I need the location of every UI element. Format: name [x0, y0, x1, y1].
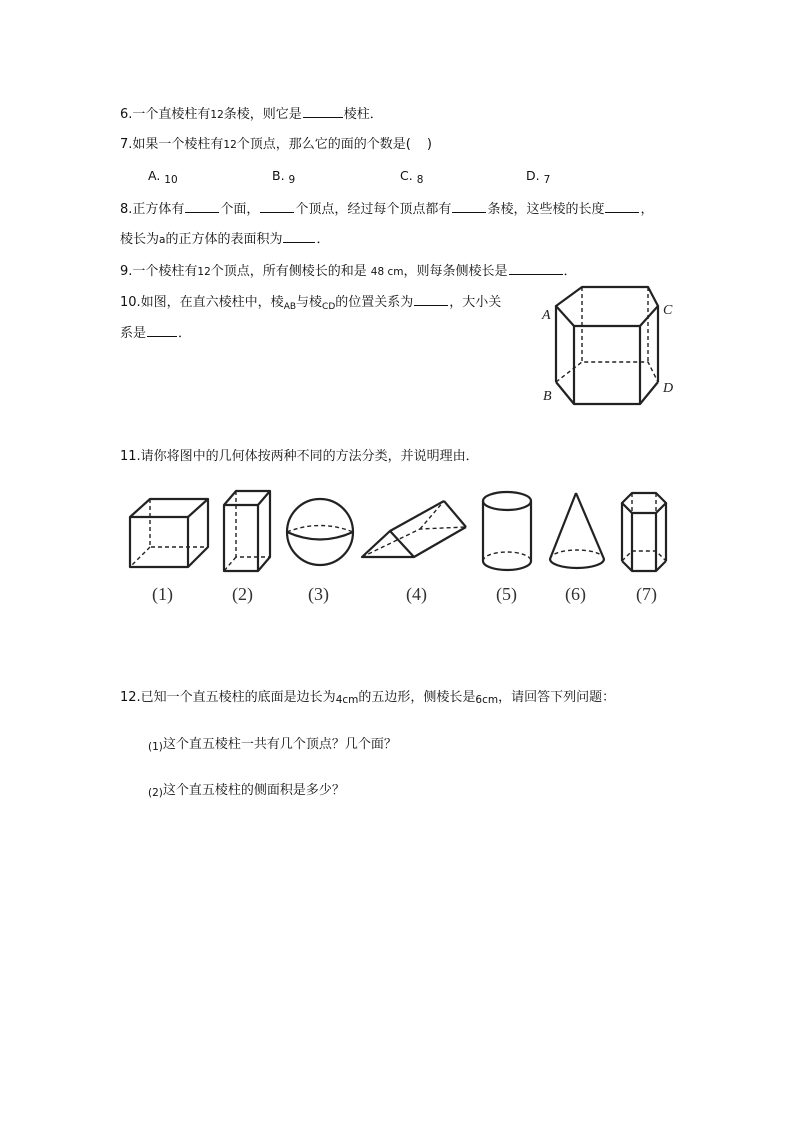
- q7-middle: 个顶点，那么它的面的个数是: [236, 137, 406, 152]
- option-value: 9: [288, 174, 296, 186]
- q8-text: ．: [316, 232, 330, 247]
- q7-paren-open: (: [405, 137, 411, 152]
- q12-lateral-length: 6cm: [475, 694, 499, 706]
- figure-label-2: (2): [232, 584, 253, 604]
- question-12-sub-2: [148, 782, 345, 800]
- q9-length-sum: 48 cm: [370, 266, 404, 278]
- q8-blank-vertices[interactable]: [260, 199, 294, 213]
- question-12: [120, 689, 615, 707]
- q7-option-c[interactable]: [400, 168, 424, 186]
- q12-text: ，请回答下列问题：: [498, 690, 616, 705]
- question-9: [120, 261, 577, 281]
- question-10: [120, 292, 501, 316]
- figure-label-6: (6): [565, 584, 586, 604]
- question-12-sub-1: [148, 736, 397, 754]
- q9-text: ．: [563, 264, 577, 279]
- q8-text: 个顶点，经过每个顶点都有: [295, 202, 452, 217]
- q6-answer-blank[interactable]: [303, 104, 343, 118]
- q10-text: 的位置关系为: [335, 295, 414, 310]
- question-7: [120, 136, 432, 154]
- solids-figure: [120, 485, 680, 610]
- rectangular-prism-shape: [224, 491, 270, 571]
- q7-prefix: 7.如果一个棱柱有: [120, 137, 224, 152]
- q9-text: 9.一个棱柱有: [120, 264, 198, 279]
- option-value: 10: [164, 174, 178, 186]
- q10-text: 与棱: [296, 295, 323, 310]
- q10-text: 10.如图，在直六棱柱中，棱: [120, 295, 284, 310]
- q12-sub2-text: 这个直五棱柱的侧面积是多少？: [162, 783, 345, 798]
- vertex-label-a: A: [542, 308, 551, 323]
- q8-text: 的正方体的表面积为: [165, 232, 283, 247]
- q10-edge-ab: AB: [283, 302, 297, 312]
- q12-sub2-number: (2): [148, 787, 163, 799]
- sphere-shape: [287, 499, 353, 565]
- option-label: C.: [400, 168, 413, 183]
- question-11: [120, 448, 479, 466]
- q6-suffix: 棱柱．: [343, 107, 383, 122]
- option-label: D.: [526, 168, 540, 183]
- figure-label-3: (3): [308, 584, 329, 604]
- question-8-line-2: [120, 229, 329, 249]
- q8-variable-a: a: [159, 234, 166, 246]
- q8-text: 8.正方体有: [120, 202, 185, 217]
- q7-vertex-count: 12: [223, 139, 237, 151]
- q10-blank-position[interactable]: [414, 292, 448, 306]
- q10-text: 系是: [120, 326, 147, 341]
- figure-label-5: (5): [496, 584, 517, 604]
- question-8: [120, 199, 653, 219]
- option-value: 7: [543, 174, 551, 186]
- q12-side-length: 4cm: [335, 694, 359, 706]
- q8-blank-edges[interactable]: [452, 199, 486, 213]
- q9-text: ，则每条侧棱长是: [403, 264, 508, 279]
- figure-label-7: (7): [636, 584, 657, 604]
- q12-text: 12.已知一个直五棱柱的底面是边长为: [120, 690, 336, 705]
- option-value: 8: [416, 174, 424, 186]
- q10-edge-cd: CD: [322, 302, 336, 312]
- q8-text: 个面，: [220, 202, 260, 217]
- q11-text: 11.请你将图中的几何体按两种不同的方法分类，并说明理由．: [120, 449, 479, 464]
- vertex-label-b: B: [543, 389, 552, 404]
- cylinder-shape: [483, 492, 531, 570]
- triangular-prism-shape: [362, 501, 466, 557]
- q8-blank-faces[interactable]: [185, 199, 219, 213]
- q9-text: 个顶点，所有侧棱长的和是: [210, 264, 367, 279]
- q10-blank-size[interactable]: [147, 323, 177, 337]
- q10-text: ．: [178, 326, 192, 341]
- q8-text: ，: [640, 202, 654, 217]
- figure-label-4: (4): [406, 584, 427, 604]
- question-6: [120, 104, 383, 124]
- q8-text: 条棱，这些棱的长度: [487, 202, 605, 217]
- q9-answer-blank[interactable]: [509, 261, 563, 275]
- q8-blank-length[interactable]: [605, 199, 639, 213]
- option-label: B.: [272, 168, 285, 183]
- q7-paren-close: ): [426, 137, 432, 152]
- hexagonal-prism-shape: [622, 493, 666, 571]
- q12-sub1-number: (1): [148, 741, 163, 753]
- hexagonal-prism-figure: [540, 282, 680, 412]
- q10-text: ，大小关: [449, 295, 502, 310]
- q6-prefix: 6.一个直棱柱有: [120, 107, 211, 122]
- q12-sub1-text: 这个直五棱柱一共有几个顶点？几个面？: [162, 737, 397, 752]
- q6-middle: 条棱，则它是: [223, 107, 302, 122]
- q7-option-b[interactable]: [272, 168, 296, 186]
- q12-text: 的五边形，侧棱长是: [358, 690, 476, 705]
- vertex-label-d: D: [663, 381, 674, 396]
- cube-shape: [130, 499, 208, 567]
- option-label: A.: [148, 168, 161, 183]
- q8-blank-area[interactable]: [283, 229, 315, 243]
- cone-shape: [550, 493, 604, 568]
- vertex-label-c: C: [663, 303, 673, 318]
- q7-option-d[interactable]: [526, 168, 551, 186]
- q8-text: 棱长为: [120, 232, 160, 247]
- q6-edge-count: 12: [210, 109, 224, 121]
- q9-vertex-count: 12: [197, 266, 211, 278]
- figure-label-1: (1): [152, 584, 173, 604]
- q7-option-a[interactable]: [148, 168, 178, 186]
- question-10-line-2: [120, 323, 191, 343]
